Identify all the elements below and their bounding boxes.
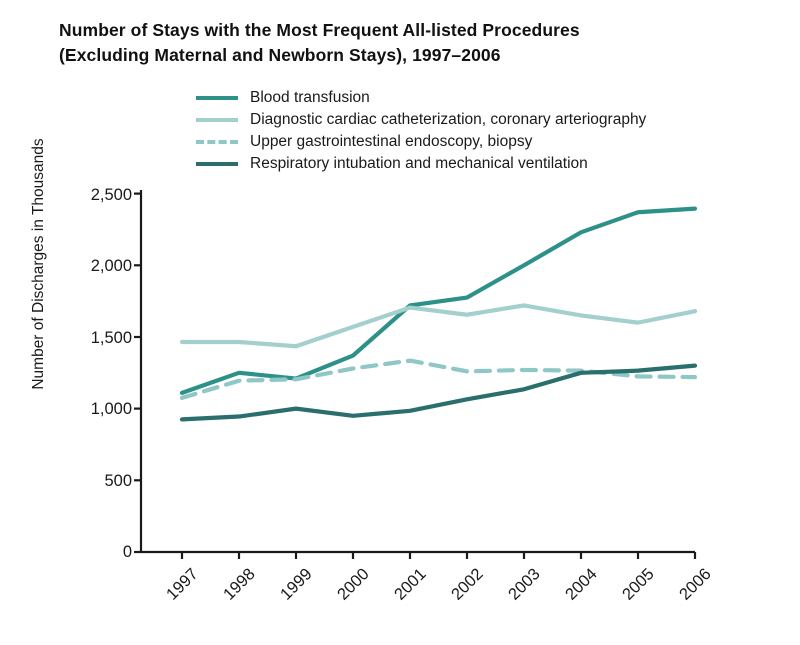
x-tick-label: 1997 [163, 565, 202, 604]
legend-label: Upper gastrointestinal endoscopy, biopsy [250, 133, 533, 150]
x-tick-label: 2004 [562, 565, 601, 604]
chart-title-line-2: (Excluding Maternal and Newborn Stays), 1997–2006 [59, 45, 501, 66]
y-tick-label: 1,500 [90, 329, 132, 347]
y-tick-label: 2,000 [90, 257, 132, 275]
y-tick-label: 500 [104, 472, 132, 490]
x-tick-label: 2005 [619, 565, 658, 604]
y-tick-label: 0 [122, 543, 132, 561]
x-tick-label: 1998 [220, 565, 259, 604]
chart-title-line-1: Number of Stays with the Most Frequent All-listed Procedures [59, 20, 580, 40]
series-line [182, 305, 695, 346]
x-tick-label: 2002 [448, 565, 487, 604]
legend-label: Respiratory intubation and mechanical ventilation [250, 155, 588, 172]
series-lines [182, 209, 695, 420]
x-tick-label: 2001 [391, 565, 430, 604]
y-tick-label: 2,500 [90, 186, 132, 204]
x-tick-label: 2006 [676, 565, 715, 604]
x-tick-label: 2000 [334, 565, 373, 604]
y-tick-label: 1,000 [90, 400, 132, 418]
y-axis-label: Number of Discharges in Thousands [30, 138, 47, 390]
legend-label: Diagnostic cardiac catheterization, coronary arteriography [250, 111, 647, 128]
series-line [182, 361, 695, 398]
legend-label: Blood transfusion [250, 89, 370, 106]
x-tick-label: 2003 [505, 565, 544, 604]
x-tick-label: 1999 [277, 565, 316, 604]
